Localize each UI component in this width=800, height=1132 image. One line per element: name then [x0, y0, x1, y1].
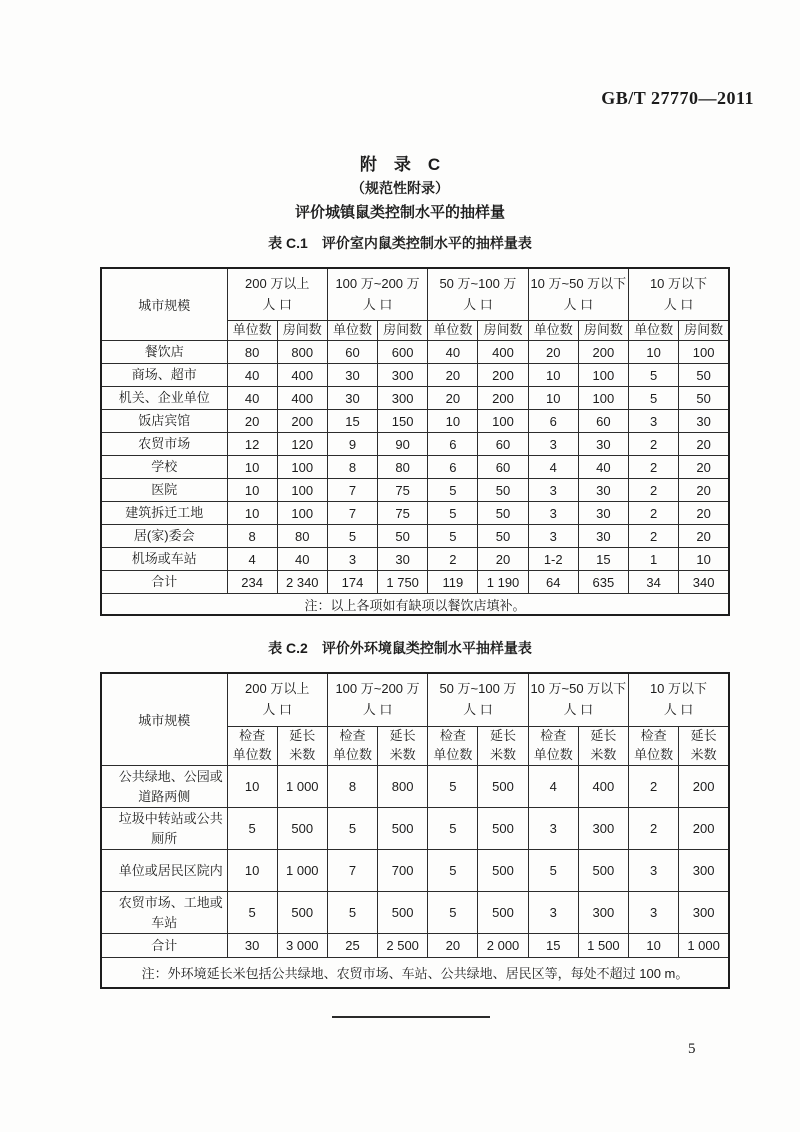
sub-header: 检查 单位数	[528, 727, 578, 766]
cell-value: 20	[679, 479, 729, 502]
table-row	[101, 433, 729, 456]
row-label: 合计	[101, 934, 227, 958]
cell-value: 3	[629, 410, 679, 433]
cell-value: 400	[478, 341, 528, 364]
sub-header: 房间数	[277, 321, 327, 341]
cell-value: 174	[327, 571, 377, 594]
cell-value: 80	[227, 341, 277, 364]
population-group-header: 10 万~50 万以下 人 口	[528, 268, 628, 321]
cell-value: 2 000	[478, 934, 528, 958]
cell-value: 5	[227, 808, 277, 850]
cell-value: 15	[327, 410, 377, 433]
table-row	[101, 525, 729, 548]
cell-value: 64	[528, 571, 578, 594]
appendix-title: 附 录 C	[359, 155, 441, 174]
cell-value: 100	[478, 410, 528, 433]
cell-value: 6	[428, 456, 478, 479]
cell-value: 10	[629, 934, 679, 958]
cell-value: 600	[378, 341, 428, 364]
sub-header: 单位数	[327, 321, 377, 341]
population-group-header: 200 万以上 人 口	[227, 673, 327, 727]
cell-value: 9	[327, 433, 377, 456]
cell-value: 10	[227, 456, 277, 479]
cell-value: 3 000	[277, 934, 327, 958]
cell-value: 50	[679, 364, 729, 387]
cell-value: 30	[578, 502, 628, 525]
cell-value: 50	[478, 479, 528, 502]
cell-value: 5	[428, 525, 478, 548]
row-label: 建筑拆迁工地	[101, 502, 227, 525]
cell-value: 100	[679, 341, 729, 364]
table-row	[101, 808, 729, 850]
table-c2-container	[100, 672, 730, 989]
cell-value: 7	[327, 479, 377, 502]
cell-value: 3	[528, 808, 578, 850]
cell-value: 120	[277, 433, 327, 456]
standard-number: GB/T 27770—2011	[601, 88, 754, 108]
cell-value: 5	[327, 525, 377, 548]
table-c2	[100, 672, 730, 989]
population-group-header: 100 万~200 万 人 口	[327, 673, 427, 727]
row-label: 机场或车站	[101, 548, 227, 571]
sub-header: 房间数	[478, 321, 528, 341]
footer-divider	[332, 1016, 490, 1018]
cell-value: 2 340	[277, 571, 327, 594]
table-c1	[100, 267, 730, 616]
sub-header: 单位数	[629, 321, 679, 341]
cell-value: 500	[277, 808, 327, 850]
sub-header: 延长 米数	[478, 727, 528, 766]
cell-value: 3	[528, 525, 578, 548]
cell-value: 20	[679, 433, 729, 456]
table-c1-caption: 表 C.1 评价室内鼠类控制水平的抽样量表	[268, 235, 532, 251]
sub-header: 延长 米数	[679, 727, 729, 766]
cell-value: 10	[629, 341, 679, 364]
population-group-header: 10 万~50 万以下 人 口	[528, 673, 628, 727]
cell-value: 5	[428, 892, 478, 934]
cell-value: 3	[528, 479, 578, 502]
cell-value: 5	[428, 766, 478, 808]
row-label: 农贸市场	[101, 433, 227, 456]
cell-value: 500	[277, 892, 327, 934]
cell-value: 3	[528, 502, 578, 525]
row-label: 机关、企业单位	[101, 387, 227, 410]
cell-value: 800	[277, 341, 327, 364]
cell-value: 30	[378, 548, 428, 571]
cell-value: 1 500	[578, 934, 628, 958]
cell-value: 200	[679, 766, 729, 808]
row-label: 农贸市场、工地或车站	[101, 892, 227, 934]
table-row	[101, 548, 729, 571]
cell-value: 80	[277, 525, 327, 548]
cell-value: 800	[378, 766, 428, 808]
row-label: 合计	[101, 571, 227, 594]
cell-value: 50	[478, 525, 528, 548]
table-row	[101, 892, 729, 934]
cell-value: 100	[578, 364, 628, 387]
cell-value: 20	[428, 387, 478, 410]
row-label: 居(家)委会	[101, 525, 227, 548]
corner-header-city-scale: 城市规模	[101, 268, 227, 341]
table-row	[101, 410, 729, 433]
cell-value: 100	[277, 502, 327, 525]
cell-value: 200	[478, 364, 528, 387]
cell-value: 5	[629, 387, 679, 410]
cell-value: 4	[528, 766, 578, 808]
cell-value: 30	[578, 525, 628, 548]
population-group-header: 200 万以上 人 口	[227, 268, 327, 321]
cell-value: 2 500	[378, 934, 428, 958]
cell-value: 50	[679, 387, 729, 410]
table-note: 注：外环境延长米包括公共绿地、农贸市场、车站、公共绿地、居民区等，每处不超过 100 m。	[101, 958, 729, 989]
cell-value: 5	[528, 850, 578, 892]
table-row	[101, 766, 729, 808]
cell-value: 60	[578, 410, 628, 433]
cell-value: 1	[629, 548, 679, 571]
cell-value: 6	[528, 410, 578, 433]
sub-header: 检查 单位数	[227, 727, 277, 766]
cell-value: 20	[679, 456, 729, 479]
cell-value: 300	[679, 892, 729, 934]
cell-value: 1 190	[478, 571, 528, 594]
cell-value: 60	[327, 341, 377, 364]
row-label: 垃圾中转站或公共厕所	[101, 808, 227, 850]
cell-value: 50	[478, 502, 528, 525]
cell-value: 15	[578, 548, 628, 571]
cell-value: 7	[327, 850, 377, 892]
cell-value: 40	[227, 364, 277, 387]
cell-value: 5	[428, 808, 478, 850]
sub-header: 单位数	[528, 321, 578, 341]
cell-value: 75	[378, 479, 428, 502]
cell-value: 340	[679, 571, 729, 594]
cell-value: 20	[428, 934, 478, 958]
cell-value: 40	[578, 456, 628, 479]
cell-value: 400	[277, 387, 327, 410]
table-row	[101, 341, 729, 364]
row-label: 医院	[101, 479, 227, 502]
appendix-subtitle: （规范性附录）	[351, 180, 449, 196]
row-label: 学校	[101, 456, 227, 479]
cell-value: 400	[578, 766, 628, 808]
table-row	[101, 456, 729, 479]
cell-value: 100	[277, 456, 327, 479]
cell-value: 5	[428, 850, 478, 892]
population-group-header: 50 万~100 万 人 口	[428, 673, 528, 727]
cell-value: 500	[378, 808, 428, 850]
row-label: 餐饮店	[101, 341, 227, 364]
cell-value: 5	[428, 502, 478, 525]
population-group-header: 100 万~200 万 人 口	[327, 268, 427, 321]
cell-value: 8	[327, 456, 377, 479]
cell-value: 2	[629, 456, 679, 479]
cell-value: 34	[629, 571, 679, 594]
cell-value: 200	[578, 341, 628, 364]
cell-value: 300	[378, 387, 428, 410]
cell-value: 500	[578, 850, 628, 892]
cell-value: 20	[679, 502, 729, 525]
cell-value: 2	[629, 479, 679, 502]
cell-value: 10	[227, 766, 277, 808]
cell-value: 4	[227, 548, 277, 571]
cell-value: 1-2	[528, 548, 578, 571]
sub-header: 检查 单位数	[629, 727, 679, 766]
cell-value: 30	[578, 433, 628, 456]
row-label: 饭店宾馆	[101, 410, 227, 433]
cell-value: 30	[227, 934, 277, 958]
cell-value: 300	[378, 364, 428, 387]
population-group-header: 10 万以下 人 口	[629, 268, 730, 321]
cell-value: 10	[227, 502, 277, 525]
population-group-header: 10 万以下 人 口	[629, 673, 730, 727]
cell-value: 100	[578, 387, 628, 410]
cell-value: 60	[478, 433, 528, 456]
table-row	[101, 934, 729, 958]
cell-value: 500	[478, 808, 528, 850]
cell-value: 7	[327, 502, 377, 525]
cell-value: 20	[227, 410, 277, 433]
row-label: 公共绿地、公园或道路两侧	[101, 766, 227, 808]
cell-value: 90	[378, 433, 428, 456]
sub-header: 单位数	[227, 321, 277, 341]
cell-value: 10	[227, 850, 277, 892]
cell-value: 20	[428, 364, 478, 387]
table-note: 注：以上各项如有缺项以餐饮店填补。	[101, 594, 729, 616]
cell-value: 20	[528, 341, 578, 364]
table-row	[101, 364, 729, 387]
sub-header: 延长 米数	[578, 727, 628, 766]
cell-value: 8	[327, 766, 377, 808]
cell-value: 3	[629, 850, 679, 892]
cell-value: 40	[277, 548, 327, 571]
cell-value: 300	[679, 850, 729, 892]
cell-value: 1 000	[277, 850, 327, 892]
cell-value: 119	[428, 571, 478, 594]
sub-header: 延长 米数	[277, 727, 327, 766]
cell-value: 150	[378, 410, 428, 433]
cell-value: 20	[679, 525, 729, 548]
cell-value: 30	[578, 479, 628, 502]
cell-value: 40	[227, 387, 277, 410]
cell-value: 3	[629, 892, 679, 934]
cell-value: 40	[428, 341, 478, 364]
cell-value: 60	[478, 456, 528, 479]
cell-value: 1 000	[277, 766, 327, 808]
table-row	[101, 850, 729, 892]
cell-value: 30	[679, 410, 729, 433]
row-label: 商场、超市	[101, 364, 227, 387]
cell-value: 500	[478, 850, 528, 892]
cell-value: 2	[629, 525, 679, 548]
appendix-heading: 评价城镇鼠类控制水平的抽样量	[294, 204, 505, 221]
sub-header: 房间数	[679, 321, 729, 341]
cell-value: 200	[277, 410, 327, 433]
cell-value: 200	[679, 808, 729, 850]
sub-header: 房间数	[578, 321, 628, 341]
cell-value: 500	[378, 892, 428, 934]
table-row	[101, 502, 729, 525]
cell-value: 2	[629, 808, 679, 850]
cell-value: 400	[277, 364, 327, 387]
cell-value: 200	[478, 387, 528, 410]
table-c1-container	[100, 267, 730, 616]
cell-value: 4	[528, 456, 578, 479]
cell-value: 500	[478, 766, 528, 808]
cell-value: 5	[327, 892, 377, 934]
sub-header: 检查 单位数	[327, 727, 377, 766]
cell-value: 30	[327, 364, 377, 387]
cell-value: 10	[679, 548, 729, 571]
cell-value: 2	[428, 548, 478, 571]
row-label: 单位或居民区院内	[101, 850, 227, 892]
cell-value: 5	[227, 892, 277, 934]
cell-value: 500	[478, 892, 528, 934]
cell-value: 25	[327, 934, 377, 958]
cell-value: 1 750	[378, 571, 428, 594]
cell-value: 5	[428, 479, 478, 502]
cell-value: 10	[528, 364, 578, 387]
cell-value: 30	[327, 387, 377, 410]
cell-value: 3	[528, 892, 578, 934]
cell-value: 2	[629, 502, 679, 525]
cell-value: 20	[478, 548, 528, 571]
sub-header: 单位数	[428, 321, 478, 341]
cell-value: 5	[629, 364, 679, 387]
cell-value: 50	[378, 525, 428, 548]
table-row	[101, 387, 729, 410]
cell-value: 10	[227, 479, 277, 502]
cell-value: 3	[528, 433, 578, 456]
corner-header-city-scale: 城市规模	[101, 673, 227, 766]
cell-value: 635	[578, 571, 628, 594]
cell-value: 1 000	[679, 934, 729, 958]
cell-value: 100	[277, 479, 327, 502]
cell-value: 234	[227, 571, 277, 594]
cell-value: 10	[428, 410, 478, 433]
cell-value: 3	[327, 548, 377, 571]
page-number: 5	[688, 1041, 696, 1057]
cell-value: 8	[227, 525, 277, 548]
sub-header: 房间数	[378, 321, 428, 341]
cell-value: 80	[378, 456, 428, 479]
cell-value: 300	[578, 892, 628, 934]
cell-value: 6	[428, 433, 478, 456]
cell-value: 10	[528, 387, 578, 410]
cell-value: 12	[227, 433, 277, 456]
cell-value: 15	[528, 934, 578, 958]
population-group-header: 50 万~100 万 人 口	[428, 268, 528, 321]
cell-value: 2	[629, 766, 679, 808]
sub-header: 检查 单位数	[428, 727, 478, 766]
cell-value: 300	[578, 808, 628, 850]
cell-value: 2	[629, 433, 679, 456]
sub-header: 延长 米数	[378, 727, 428, 766]
cell-value: 5	[327, 808, 377, 850]
table-row	[101, 571, 729, 594]
table-row	[101, 479, 729, 502]
table-c2-caption: 表 C.2 评价外环境鼠类控制水平抽样量表	[268, 640, 532, 656]
cell-value: 75	[378, 502, 428, 525]
cell-value: 700	[378, 850, 428, 892]
